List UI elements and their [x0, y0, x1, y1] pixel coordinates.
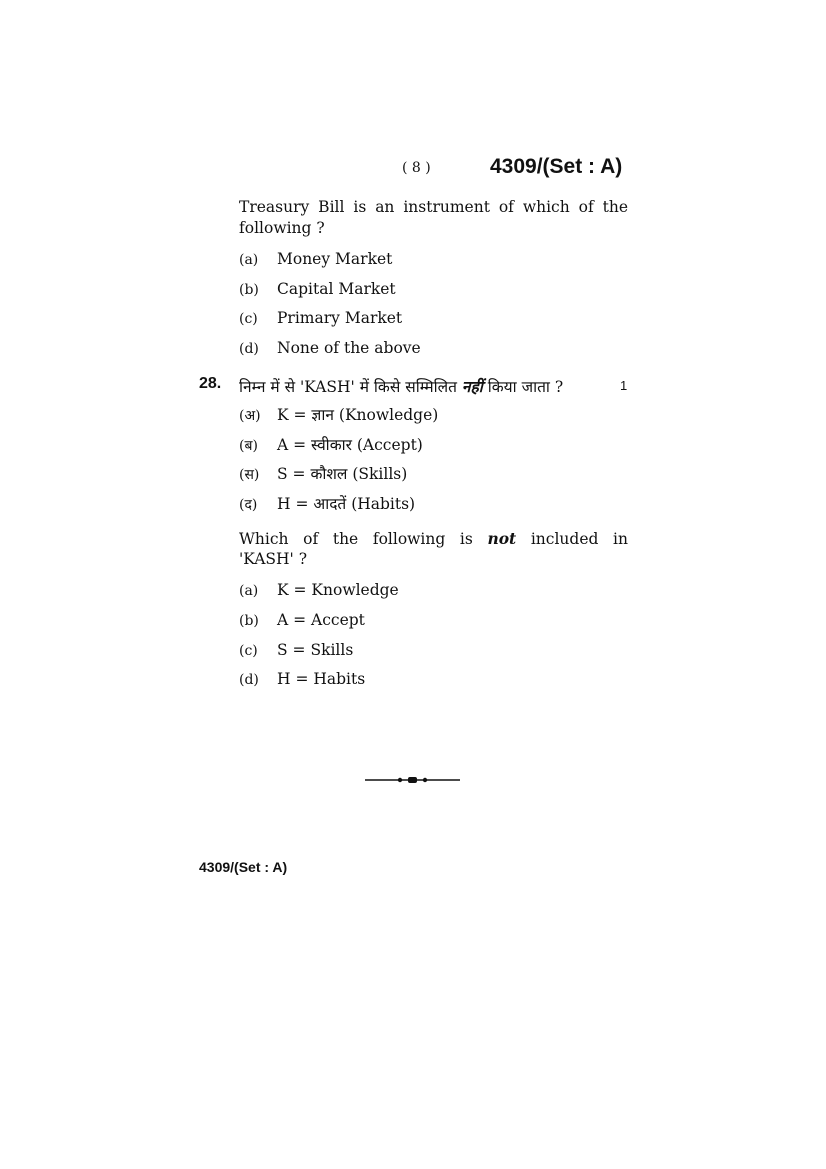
paper-code-footer: 4309/(Set : A) — [199, 859, 288, 875]
q28-option-a: (a) K = Knowledge — [239, 581, 399, 599]
paper-code-header: 4309/(Set : A) — [490, 155, 623, 178]
q27-option-d: (d) None of the above — [239, 339, 421, 357]
q28-hindi-emphasis: नहीं — [461, 377, 483, 396]
end-divider-ornament — [364, 773, 461, 787]
page-number: ( 8 ) — [402, 160, 431, 176]
q27-text-line2: following ? — [239, 219, 325, 237]
q28-english-line1: Which of the following is not included in — [239, 529, 628, 548]
q28-hindi-option-a: (अ) K = ज्ञान (Knowledge) — [239, 406, 439, 424]
q28-option-d: (d) H = Habits — [239, 670, 366, 688]
q28-hindi-question: निम्न में से 'KASH' में किसे सम्मिलित नहीं किया जाता ? — [239, 377, 564, 396]
q27-option-a: (a) Money Market — [239, 250, 393, 268]
q28-english-line2: 'KASH' ? — [239, 550, 308, 568]
q28-option-b: (b) A = Accept — [239, 611, 365, 629]
q28-hindi-option-d: (द) H = आदतें (Habits) — [239, 495, 416, 513]
q28-hindi-option-c: (स) S = कौशल (Skills) — [239, 465, 408, 483]
q28-option-c: (c) S = Skills — [239, 641, 354, 659]
q28-marks: 1 — [620, 378, 628, 393]
q27-option-c: (c) Primary Market — [239, 309, 403, 327]
q27-option-b: (b) Capital Market — [239, 280, 396, 298]
q28-number: 28. — [199, 375, 222, 392]
q28-english-emphasis: not — [487, 529, 517, 548]
q28-hindi-option-b: (ब) A = स्वीकार (Accept) — [239, 436, 423, 454]
q27-text-line1: Treasury Bill is an instrument of which of the — [239, 198, 628, 216]
